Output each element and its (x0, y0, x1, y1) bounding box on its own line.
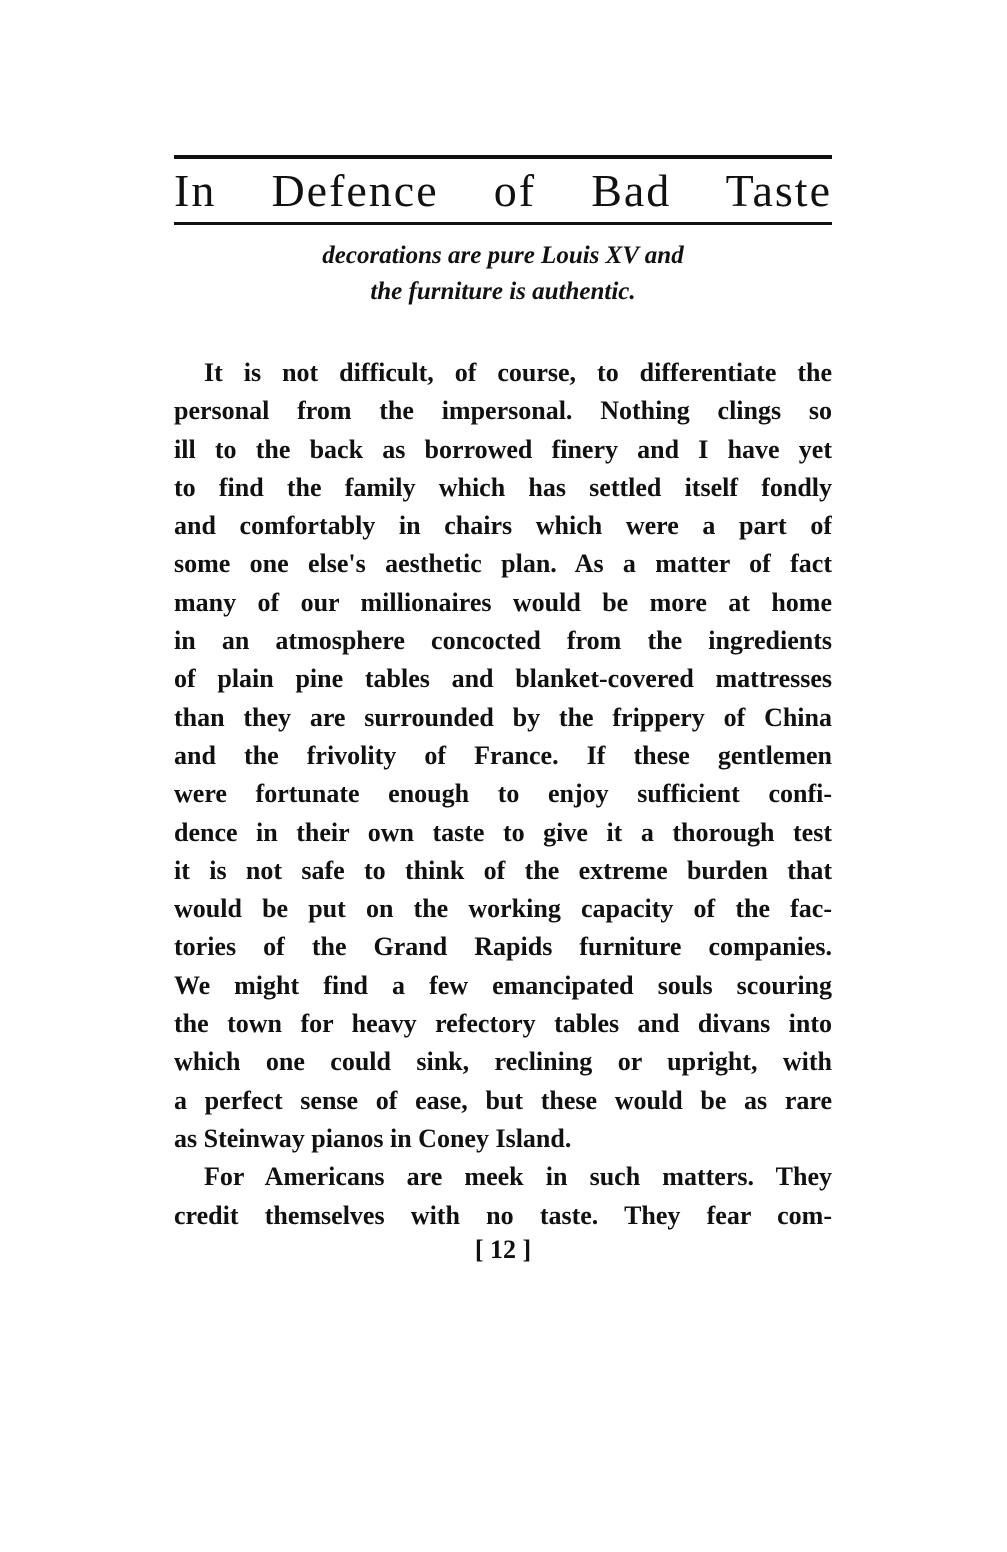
text-line: would be put on the working capacity of the fac- (174, 894, 832, 924)
text-line: many of our millionaires would be more at home (174, 587, 832, 617)
text-line: credit themselves with no taste. They fear com- (174, 1200, 832, 1230)
text-line: in an atmosphere concocted from the ingredients (174, 626, 832, 656)
paragraph-2 (174, 1158, 832, 1235)
text-line: the town for heavy refectory tables and divans into (174, 1009, 832, 1039)
carryover-line: the furniture is authentic. (370, 278, 636, 305)
carryover-italic-text (174, 238, 832, 310)
text-line: some one else's aesthetic plan. As a matter of fact (174, 549, 832, 579)
text-line: of plain pine tables and blanket-covered mattresses (174, 664, 832, 694)
text-line: it is not safe to think of the extreme burden that (174, 855, 832, 885)
text-line: to find the family which has settled itself fondly (174, 472, 832, 502)
header-rule-top (174, 155, 832, 159)
paragraph-1 (174, 354, 832, 1158)
header-rule-bottom (174, 222, 832, 225)
text-line: It is not difficult, of course, to differentiate the (204, 358, 832, 387)
text-line: For Americans are meek in such matters. They (204, 1162, 832, 1192)
text-line: dence in their own taste to give it a thorough test (174, 817, 832, 847)
text-line: which one could sink, reclining or upright, with (174, 1047, 832, 1077)
text-line: and the frivolity of France. If these gentlemen (174, 740, 832, 770)
text-line: were fortunate enough to enjoy sufficient confi- (174, 779, 832, 809)
carryover-line: decorations are pure Louis XV and (322, 242, 684, 269)
text-line: We might find a few emancipated souls scouring (174, 970, 832, 1000)
text-line: personal from the impersonal. Nothing clings so (174, 396, 832, 426)
page-number: [ 12 ] (474, 1235, 532, 1264)
text-line: a perfect sense of ease, but these would be as rare (174, 1085, 832, 1115)
running-head-title: In Defence of Bad Taste (174, 165, 832, 216)
body-text (174, 354, 832, 1235)
text-line: and comfortably in chairs which were a part of (174, 511, 832, 541)
text-line: than they are surrounded by the frippery of China (174, 702, 832, 732)
text-line: tories of the Grand Rapids furniture companies. (174, 932, 832, 962)
text-line: as Steinway pianos in Coney Island. (174, 1123, 572, 1153)
text-line: ill to the back as borrowed finery and I have yet (174, 434, 832, 464)
